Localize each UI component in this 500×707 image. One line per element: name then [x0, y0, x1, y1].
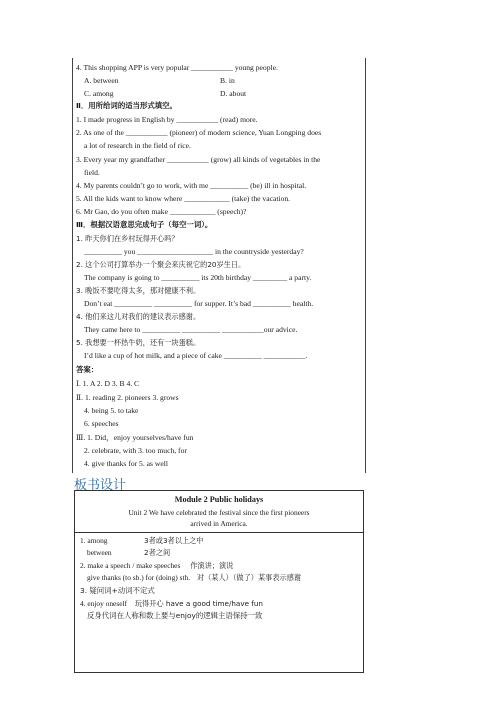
board-row-term: give thanks (to sb.) for (doing) sth. [87, 573, 191, 582]
part2-item: 5. All the kids want to know where ____________ (take) the vacation. [76, 194, 291, 203]
answers-part3: 2. celebrate, with 3. too much, for [84, 446, 187, 455]
board-row-meaning: 2者之间 [144, 548, 171, 557]
board-row-term: 4. enjoy oneself [80, 599, 127, 608]
board-subtitle: arrived in America. [190, 519, 248, 528]
answers-part2: 6. speeches [84, 419, 119, 428]
options-row-1 [84, 75, 364, 86]
part3-prompt: 5. 我想要一杯热牛奶，还有一块蛋糕。 [76, 338, 201, 347]
board-row-term: 2. make a speech / make speeches [80, 561, 181, 570]
part2-item: 1. I made progress in English by ___________ (read) more. [76, 115, 258, 124]
part3-prompt: 4. 他们来这儿对我们的建议表示感谢。 [76, 312, 201, 321]
options-row-2 [84, 88, 364, 99]
board-divider [75, 532, 363, 533]
board-title: Module 2 Public holidays [174, 495, 264, 504]
board-row: 反身代词在人称和数上要与enjoy的逻辑主语保持一致 [87, 611, 263, 620]
part3-sentence: __________ you ____________________ in the countryside yesterday? [84, 247, 304, 256]
part2-heading: Ⅱ．用所给词的适当形式填空。 [76, 101, 177, 110]
part2-item-cont: field. [84, 168, 100, 177]
left-margin-line [72, 58, 73, 473]
part3-heading: Ⅲ．根据汉语意思完成句子（每空一词）。 [76, 220, 213, 229]
board-row-meaning: 对（某人）（做了）某事表示感谢 [196, 573, 302, 582]
board-row-meaning: 玩得开心 have a good time/have fun [134, 599, 263, 608]
answers-part3: 4. give thanks for 5. as well [84, 459, 168, 468]
part3-sentence: They came here to __________ __________ ___________our advice. [84, 325, 298, 334]
answers-heading: 答案： [76, 365, 99, 374]
part2-item: 2. As one of the ___________ (pioneer) of modern science, Yuan Longping does [76, 128, 322, 137]
board-row-meaning: 3者或3者以上之中 [144, 536, 204, 545]
part2-item: 6. Mr Gao, do you often make ____________ (speech)? [76, 207, 247, 216]
board-design-box [74, 490, 364, 673]
part3-prompt: 1. 昨天你们在乡村玩得开心吗？ [76, 234, 179, 243]
option-b: B. in [220, 76, 235, 85]
board-row-meaning: 作演讲；演说 [190, 561, 234, 570]
part2-item: 4. My parents couldn’t go to work, with me __________ (be) ill in hospital. [76, 181, 307, 190]
part3-prompt: 3. 晚饭不要吃得太多，那对健康不利。 [76, 286, 201, 295]
part2-item: 3. Every year my grandfather ___________ (grow) all kinds of vegetables in the [76, 155, 321, 164]
part3-sentence: Don’t eat __________ __________ for supper. It’s bad __________ health. [84, 299, 314, 308]
board-row [80, 561, 233, 571]
board-subtitle: Unit 2 We have celebrated the festival since the first pioneers [128, 508, 310, 517]
part2-item-cont: a lot of research in the field of rice. [84, 141, 191, 150]
option-d: D. about [220, 89, 247, 98]
answers-part1: Ⅰ. 1. A 2. D 3. B 4. C [76, 379, 140, 388]
answers-part2: 4. being 5. to take [84, 406, 139, 415]
right-margin-line [365, 58, 366, 473]
board-row-term: 1. among [80, 536, 108, 545]
answers-part3: Ⅲ. 1. Did，enjoy yourselves/have fun [76, 433, 194, 442]
board-row [80, 599, 263, 609]
part3-sentence: The company is going to __________ its 20th birthday _________ a party. [84, 273, 312, 282]
question-4: 4. This shopping APP is very popular ___________ young people. [76, 63, 278, 72]
board-row [80, 536, 204, 546]
answers-part2: Ⅱ. 1. reading 2. pioneers 3. grows [76, 393, 179, 402]
board-row-term: between [87, 548, 112, 557]
board-design-title: 板书设计 [74, 478, 127, 493]
part3-prompt: 2. 这个公司打算举办一个聚会来庆祝它的20岁生日。 [76, 260, 246, 269]
board-row [87, 573, 301, 583]
board-row [87, 548, 171, 558]
board-row: 3. 疑问词+动词不定式 [80, 586, 155, 595]
part3-sentence: I’d like a cup of hot milk, and a piece of cake __________ ___________. [84, 351, 308, 360]
option-a: A. between [84, 76, 119, 85]
option-c: C. among [84, 89, 114, 98]
